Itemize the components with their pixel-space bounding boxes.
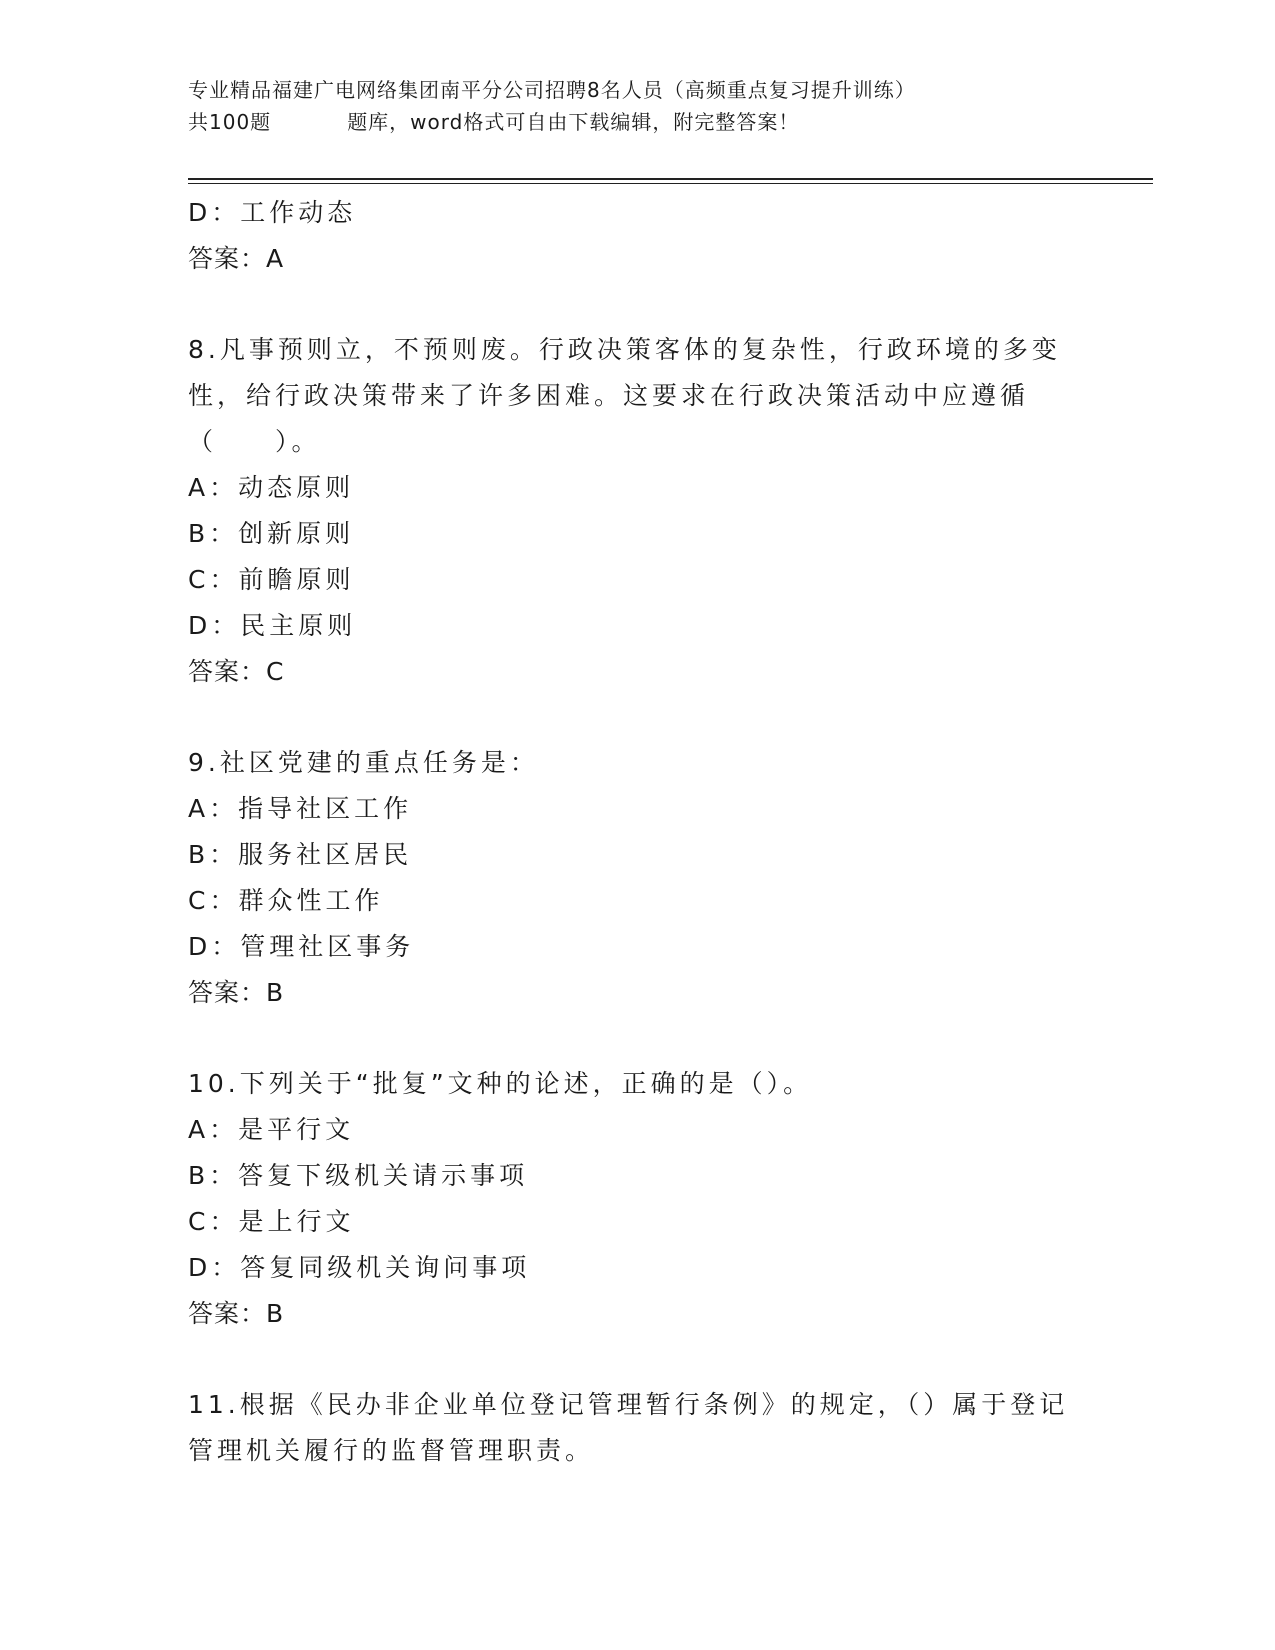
question-list bbox=[188, 190, 1088, 1474]
option-c: C：前瞻原则 bbox=[188, 565, 355, 594]
option-a: A：指导社区工作 bbox=[188, 794, 413, 823]
question-9 bbox=[188, 740, 1088, 1016]
answer-line: 答案：B bbox=[188, 978, 285, 1007]
header-title: 专业精品福建广电网络集团南平分公司招聘8名人员（高频重点复习提升训练） bbox=[188, 78, 916, 102]
option-b: B：创新原则 bbox=[188, 519, 355, 548]
option-d: D：工作动态 bbox=[188, 198, 357, 227]
option-b: B：服务社区居民 bbox=[188, 840, 413, 869]
header-rule-thick bbox=[188, 178, 1153, 180]
question-8 bbox=[188, 327, 1088, 695]
question-stem: 性，给行政决策带来了许多困难。这要求在行政决策活动中应遵循 bbox=[188, 381, 1030, 410]
option-a: A：是平行文 bbox=[188, 1115, 355, 1144]
question-stem: 10.下列关于“批复”文种的论述，正确的是（）。 bbox=[188, 1069, 813, 1098]
question-stem: 11.根据《民办非企业单位登记管理暂行条例》的规定，（）属于登记 bbox=[188, 1390, 1069, 1419]
answer-line: 答案：B bbox=[188, 1299, 285, 1328]
question-stem: 管理机关履行的监督管理职责。 bbox=[188, 1436, 595, 1465]
question-stem: 9.社区党建的重点任务是： bbox=[188, 748, 539, 777]
option-d: D：管理社区事务 bbox=[188, 932, 415, 961]
question-7-tail bbox=[188, 190, 1088, 282]
option-a: A：动态原则 bbox=[188, 473, 355, 502]
question-stem: 8.凡事预则立，不预则废。行政决策客体的复杂性，行政环境的多变 bbox=[188, 335, 1061, 364]
option-d: D：答复同级机关询问事项 bbox=[188, 1253, 531, 1282]
option-c: C：群众性工作 bbox=[188, 886, 384, 915]
page-header bbox=[188, 74, 1088, 138]
header-subtitle bbox=[188, 106, 1088, 138]
option-b: B：答复下级机关请示事项 bbox=[188, 1161, 529, 1190]
answer-line: 答案：A bbox=[188, 244, 285, 273]
option-c: C：是上行文 bbox=[188, 1207, 355, 1236]
header-description: 题库，word格式可自由下载编辑，附完整答案！ bbox=[347, 110, 800, 134]
answer-line: 答案：C bbox=[188, 657, 285, 686]
question-11 bbox=[188, 1382, 1088, 1474]
option-d: D：民主原则 bbox=[188, 611, 357, 640]
header-count: 共100题 bbox=[188, 110, 272, 134]
header-rule-thin bbox=[188, 183, 1153, 184]
question-stem: （ ）。 bbox=[188, 427, 321, 456]
question-10 bbox=[188, 1061, 1088, 1337]
